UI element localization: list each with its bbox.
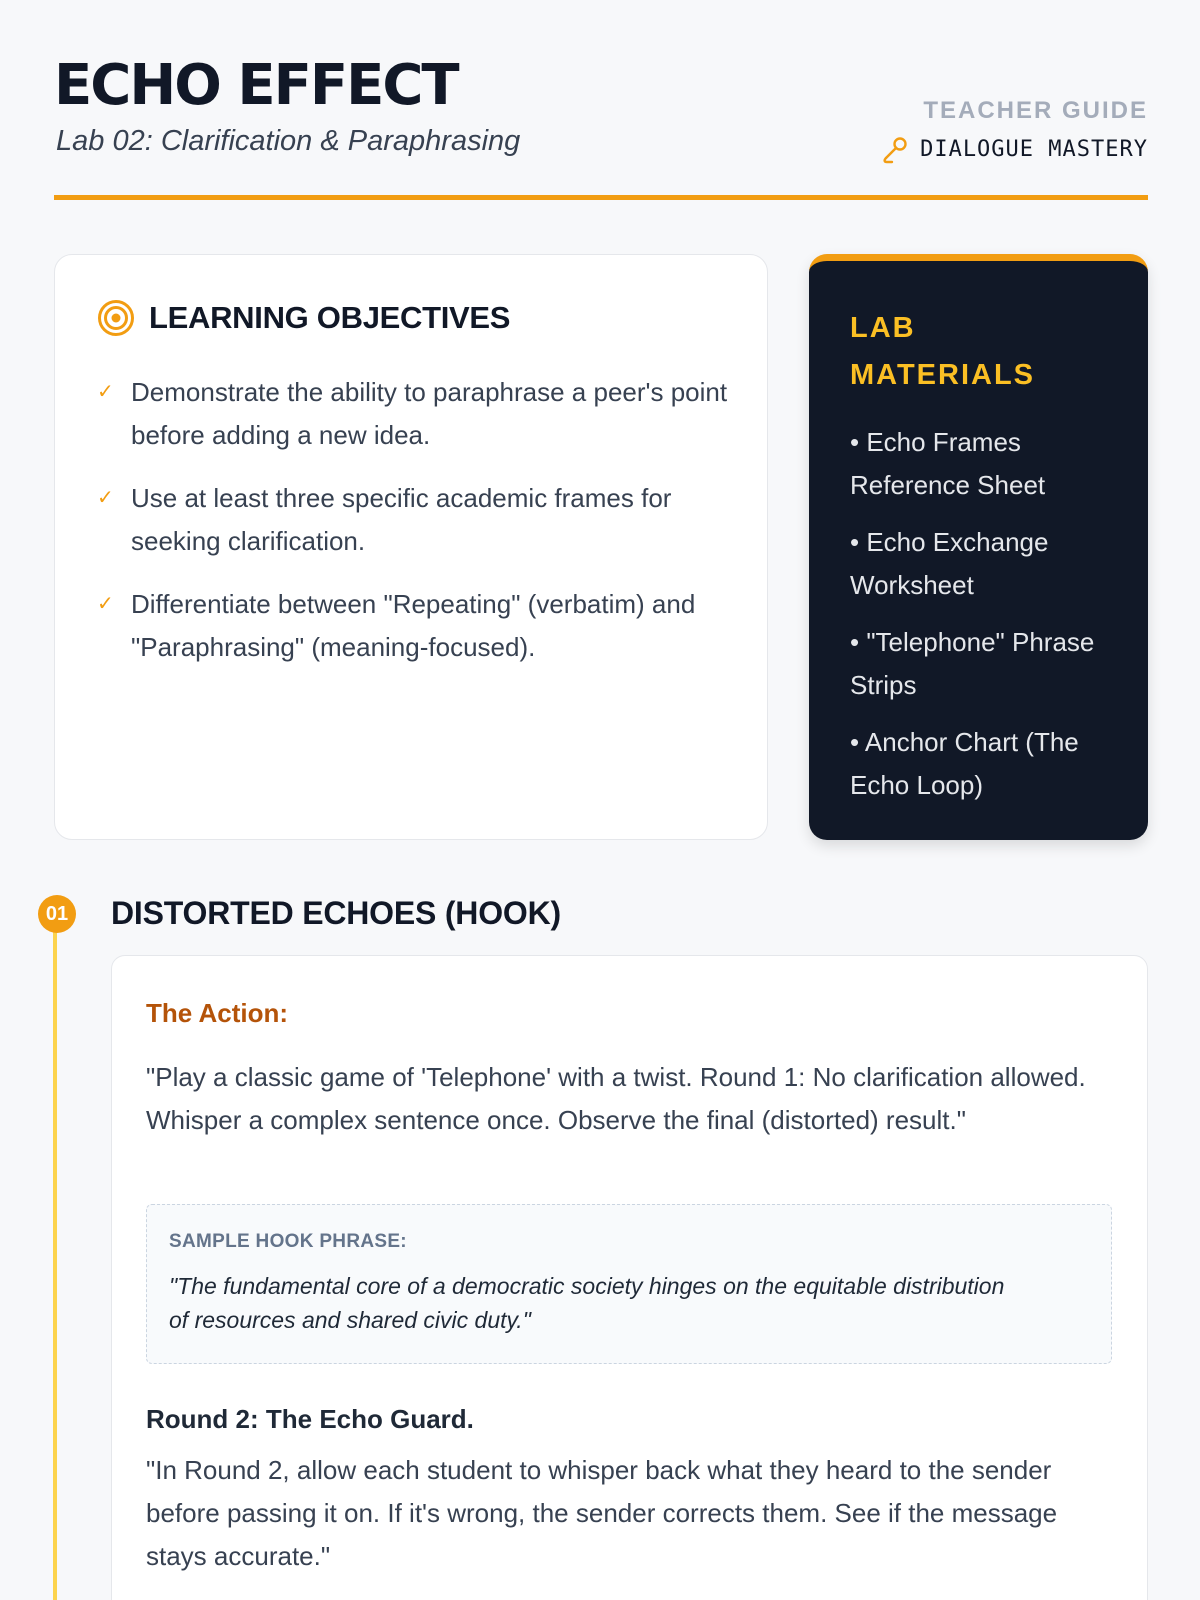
- hook-section-card: [111, 955, 1148, 1600]
- sample-hook-box: [146, 1204, 1112, 1364]
- target-icon: [97, 299, 135, 337]
- round-two-text: "In Round 2, allow each student to whisper back what they heard to the sender before passing it on. If it's wrong, the sender corrects them. See if the message stays accurate.": [146, 1455, 1058, 1571]
- step-number-badge: 01: [38, 895, 76, 933]
- material-item: • Echo Frames Reference Sheet: [850, 427, 1046, 500]
- page-title: ECHO EFFECT: [54, 53, 458, 118]
- section-title: DISTORTED ECHOES (HOOK): [111, 895, 561, 931]
- lab-materials-card: [809, 254, 1148, 840]
- objective-item: [97, 371, 737, 457]
- page-subtitle: Lab 02: Clarification & Paraphrasing: [56, 125, 521, 157]
- materials-title: LAB MATERIALS: [850, 312, 1036, 391]
- objective-text: Differentiate between "Repeating" (verbatim) and "Paraphrasing" (meaning-focused).: [131, 589, 696, 662]
- check-icon: ✓: [97, 381, 114, 403]
- microphone-icon: [880, 134, 910, 164]
- objectives-title: LEARNING OBJECTIVES: [149, 300, 511, 335]
- objectives-heading: [97, 299, 510, 337]
- page-header: [54, 52, 1148, 200]
- learning-objectives-card: [54, 254, 768, 840]
- check-icon: ✓: [97, 487, 114, 509]
- hook-phrase: "The fundamental core of a democratic society hinges on the equitable distribution of resources and shared civic duty.": [169, 1273, 1005, 1333]
- material-item: • Anchor Chart (The Echo Loop): [850, 727, 1079, 800]
- objective-text: Use at least three specific academic frames for seeking clarification.: [131, 483, 672, 556]
- action-label: The Action:: [146, 998, 289, 1028]
- material-item: • "Telephone" Phrase Strips: [850, 627, 1095, 700]
- hook-label: SAMPLE HOOK PHRASE:: [169, 1231, 407, 1252]
- round-two-title: Round 2: The Echo Guard.: [146, 1404, 474, 1434]
- objective-item: [97, 583, 737, 669]
- step-timeline-line: [53, 912, 57, 1600]
- objective-text: Demonstrate the ability to paraphrase a peer's point before adding a new idea.: [131, 377, 728, 450]
- action-text: "Play a classic game of 'Telephone' with a twist. Round 1: No clarification allowed. Whisper a complex sentence once. Observe the final (distorted) result.": [146, 1062, 1086, 1135]
- objective-item: [97, 477, 737, 563]
- dialogue-mastery-label: DIALOGUE MASTERY: [920, 136, 1148, 162]
- objectives-list: [97, 371, 737, 689]
- dialogue-mastery-tag: [880, 134, 1148, 164]
- teacher-guide-label: TEACHER GUIDE: [923, 97, 1148, 124]
- material-item: • Echo Exchange Worksheet: [850, 527, 1049, 600]
- check-icon: ✓: [97, 593, 114, 615]
